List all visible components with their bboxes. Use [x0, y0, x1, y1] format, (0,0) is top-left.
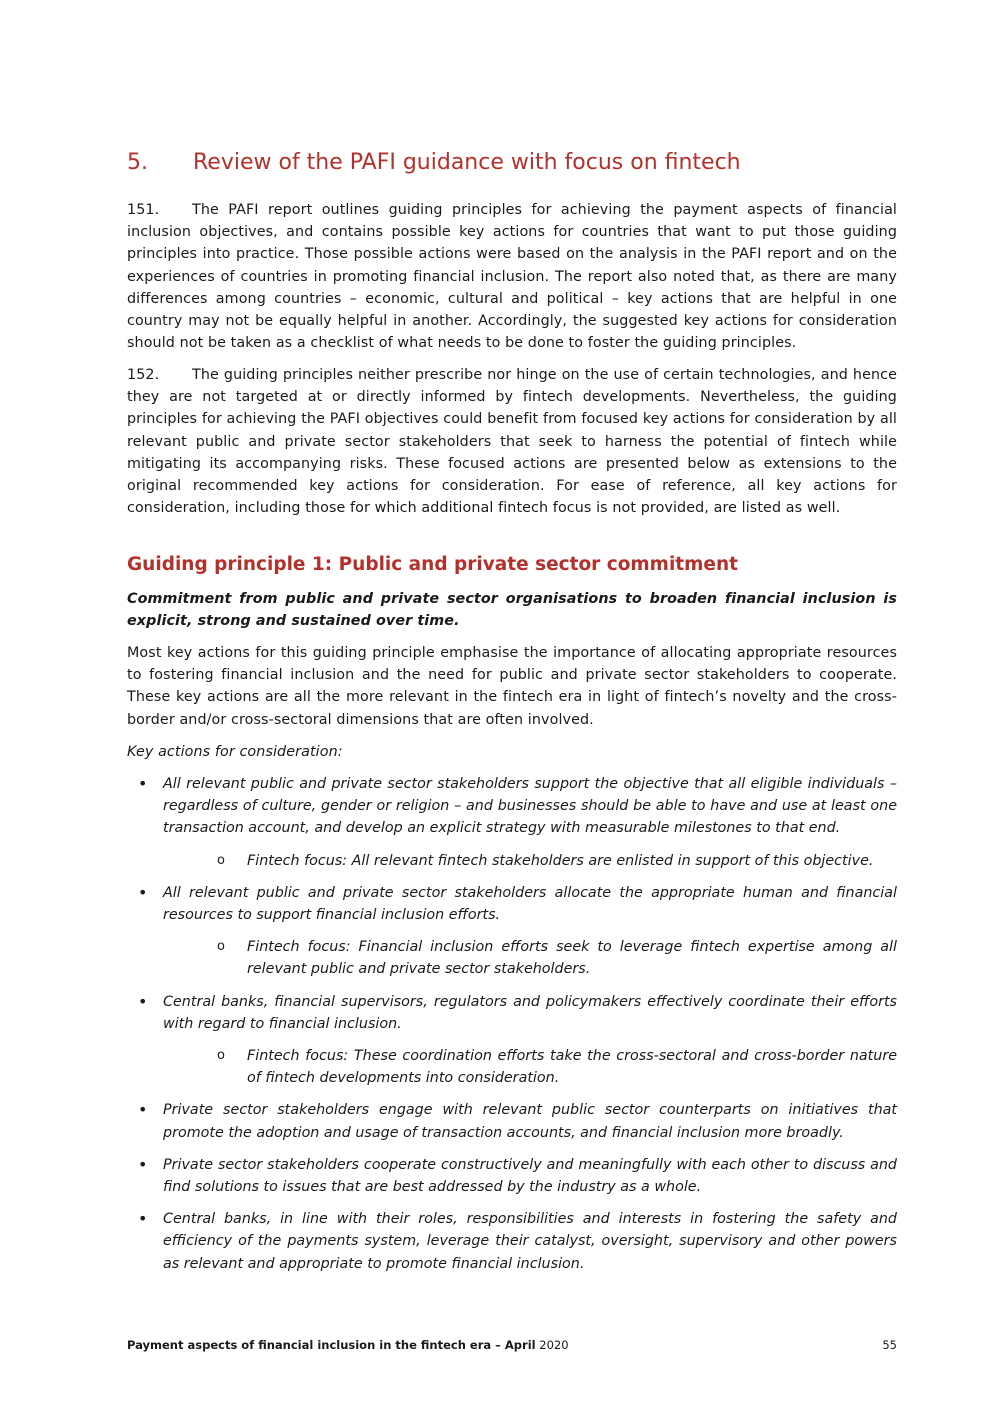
section-heading — [127, 148, 897, 178]
sub-bullet-icon: o — [217, 939, 225, 955]
fintech-focus-text: Fintech focus: Financial inclusion efforts seek to leverage fintech expertise among all relevant public and private sector stakeholders. — [247, 939, 897, 978]
key-actions-label: Key actions for consideration: — [127, 744, 343, 760]
paragraph-number: 151. — [127, 202, 160, 218]
fintech-focus-item — [127, 850, 897, 872]
guiding-principle-heading: Guiding principle 1: Public and private sector commitment — [127, 554, 738, 575]
bullet-icon: • — [138, 1154, 148, 1174]
footer-title: Payment aspects of financial inclusion in the fintech era – April — [127, 1338, 536, 1352]
action-text: All relevant public and private sector stakeholders allocate the appropriate human and financial resources to support financial inclusion efforts. — [163, 884, 897, 924]
action-text: Private sector stakeholders cooperate constructively and meaningfully with each other to discuss and find solutions to issues that are best addressed by the industry as a whole. — [163, 1156, 897, 1196]
sub-bullet-icon: o — [217, 852, 225, 868]
section-number: 5. — [127, 150, 148, 175]
guiding-principle-body: Most key actions for this guiding principle emphasise the importance of allocating appropriate resources to fostering financial inclusion and the need for public and private sector stakeholders to cooperate. These key actions are all the more relevant in the fintech era in light of fintech’s novelty and the cross-border and/or cross-sectoral dimensions that are often involved. — [127, 645, 897, 728]
list-item — [127, 991, 897, 1035]
bullet-icon: • — [138, 774, 148, 793]
bullet-icon: • — [138, 991, 148, 1011]
paragraph-text: The PAFI report outlines guiding principles for achieving the payment aspects of financial inclusion objectives, and contains possible key actions for countries that want to put those guiding principles into practice. Those possible actions were based on the analysis in the PAFI report and on the experiences of countries in promoting financial inclusion. The report also noted that, as there are many differences among countries – economic, cultural and political – key actions that are helpful in one country may not be equally helpful in another. Accordingly, the suggested key actions for consideration should not be taken as a checklist of what needs to be done to foster the guiding principles. — [127, 202, 897, 352]
action-text: Private sector stakeholders engage with relevant public sector counterparts on initiatives that promote the adoption and usage of transaction accounts, and financial inclusion more broadly. — [163, 1102, 897, 1141]
fintech-focus-text: Fintech focus: All relevant fintech stakeholders are enlisted in support of this objective. — [247, 852, 874, 869]
paragraph-text: The guiding principles neither prescribe nor hinge on the use of certain technologies, and hence they are not targeted at or directly informed by fintech developments. Nevertheless, the guiding principles for achieving the PAFI objectives could benefit from focused key actions for consideration by all relevant public and private sector stakeholders that seek to harness the potential of fintech while mitigating its accompanying risks. These focused actions are presented below as extensions to the original recommended key actions for consideration. For ease of reference, all key actions for consideration, including those for which additional fintech focus is not provided, are listed as well. — [127, 367, 897, 517]
footer-year: 2020 — [539, 1338, 569, 1352]
key-actions-list — [127, 773, 897, 1285]
fintech-focus-text: Fintech focus: These coordination efforts take the cross-sectoral and cross-border nature of fintech developments into consideration. — [247, 1048, 897, 1087]
list-item — [127, 882, 897, 926]
list-item — [127, 1099, 897, 1143]
section-title: Review of the PAFI guidance with focus on fintech — [193, 150, 741, 175]
paragraph-number: 152. — [127, 367, 160, 383]
guiding-principle-statement: Commitment from public and private sector organisations to broaden financial inclusion is explicit, strong and sustained over time. — [127, 591, 897, 630]
action-text: Central banks, financial supervisors, regulators and policymakers effectively coordinate their efforts with regard to financial inclusion. — [163, 993, 897, 1032]
list-item — [127, 1154, 897, 1198]
bullet-icon: • — [138, 882, 148, 902]
bullet-icon: • — [138, 1209, 148, 1229]
action-text: Central banks, in line with their roles, responsibilities and interests in fostering the safety and efficiency of the payments system, leverage their catalyst, oversight, supervisory and other powers as relevant and appropriate to promote financial inclusion. — [163, 1211, 897, 1272]
action-text: All relevant public and private sector stakeholders support the objective that all eligible individuals – regardless of culture, gender or religion – and businesses should be able to have and use at least one transaction account, and develop an explicit strategy with measurable milestones to that end. — [163, 776, 897, 837]
paragraph-151 — [127, 199, 897, 354]
bullet-icon: • — [138, 1100, 148, 1120]
list-item — [127, 1208, 897, 1275]
page-number: 55 — [882, 1338, 897, 1352]
page-footer — [127, 1337, 897, 1353]
list-item — [127, 773, 897, 840]
fintech-focus-item — [127, 936, 897, 980]
paragraph-152 — [127, 364, 897, 519]
fintech-focus-item — [127, 1045, 897, 1089]
sub-bullet-icon: o — [217, 1048, 225, 1064]
